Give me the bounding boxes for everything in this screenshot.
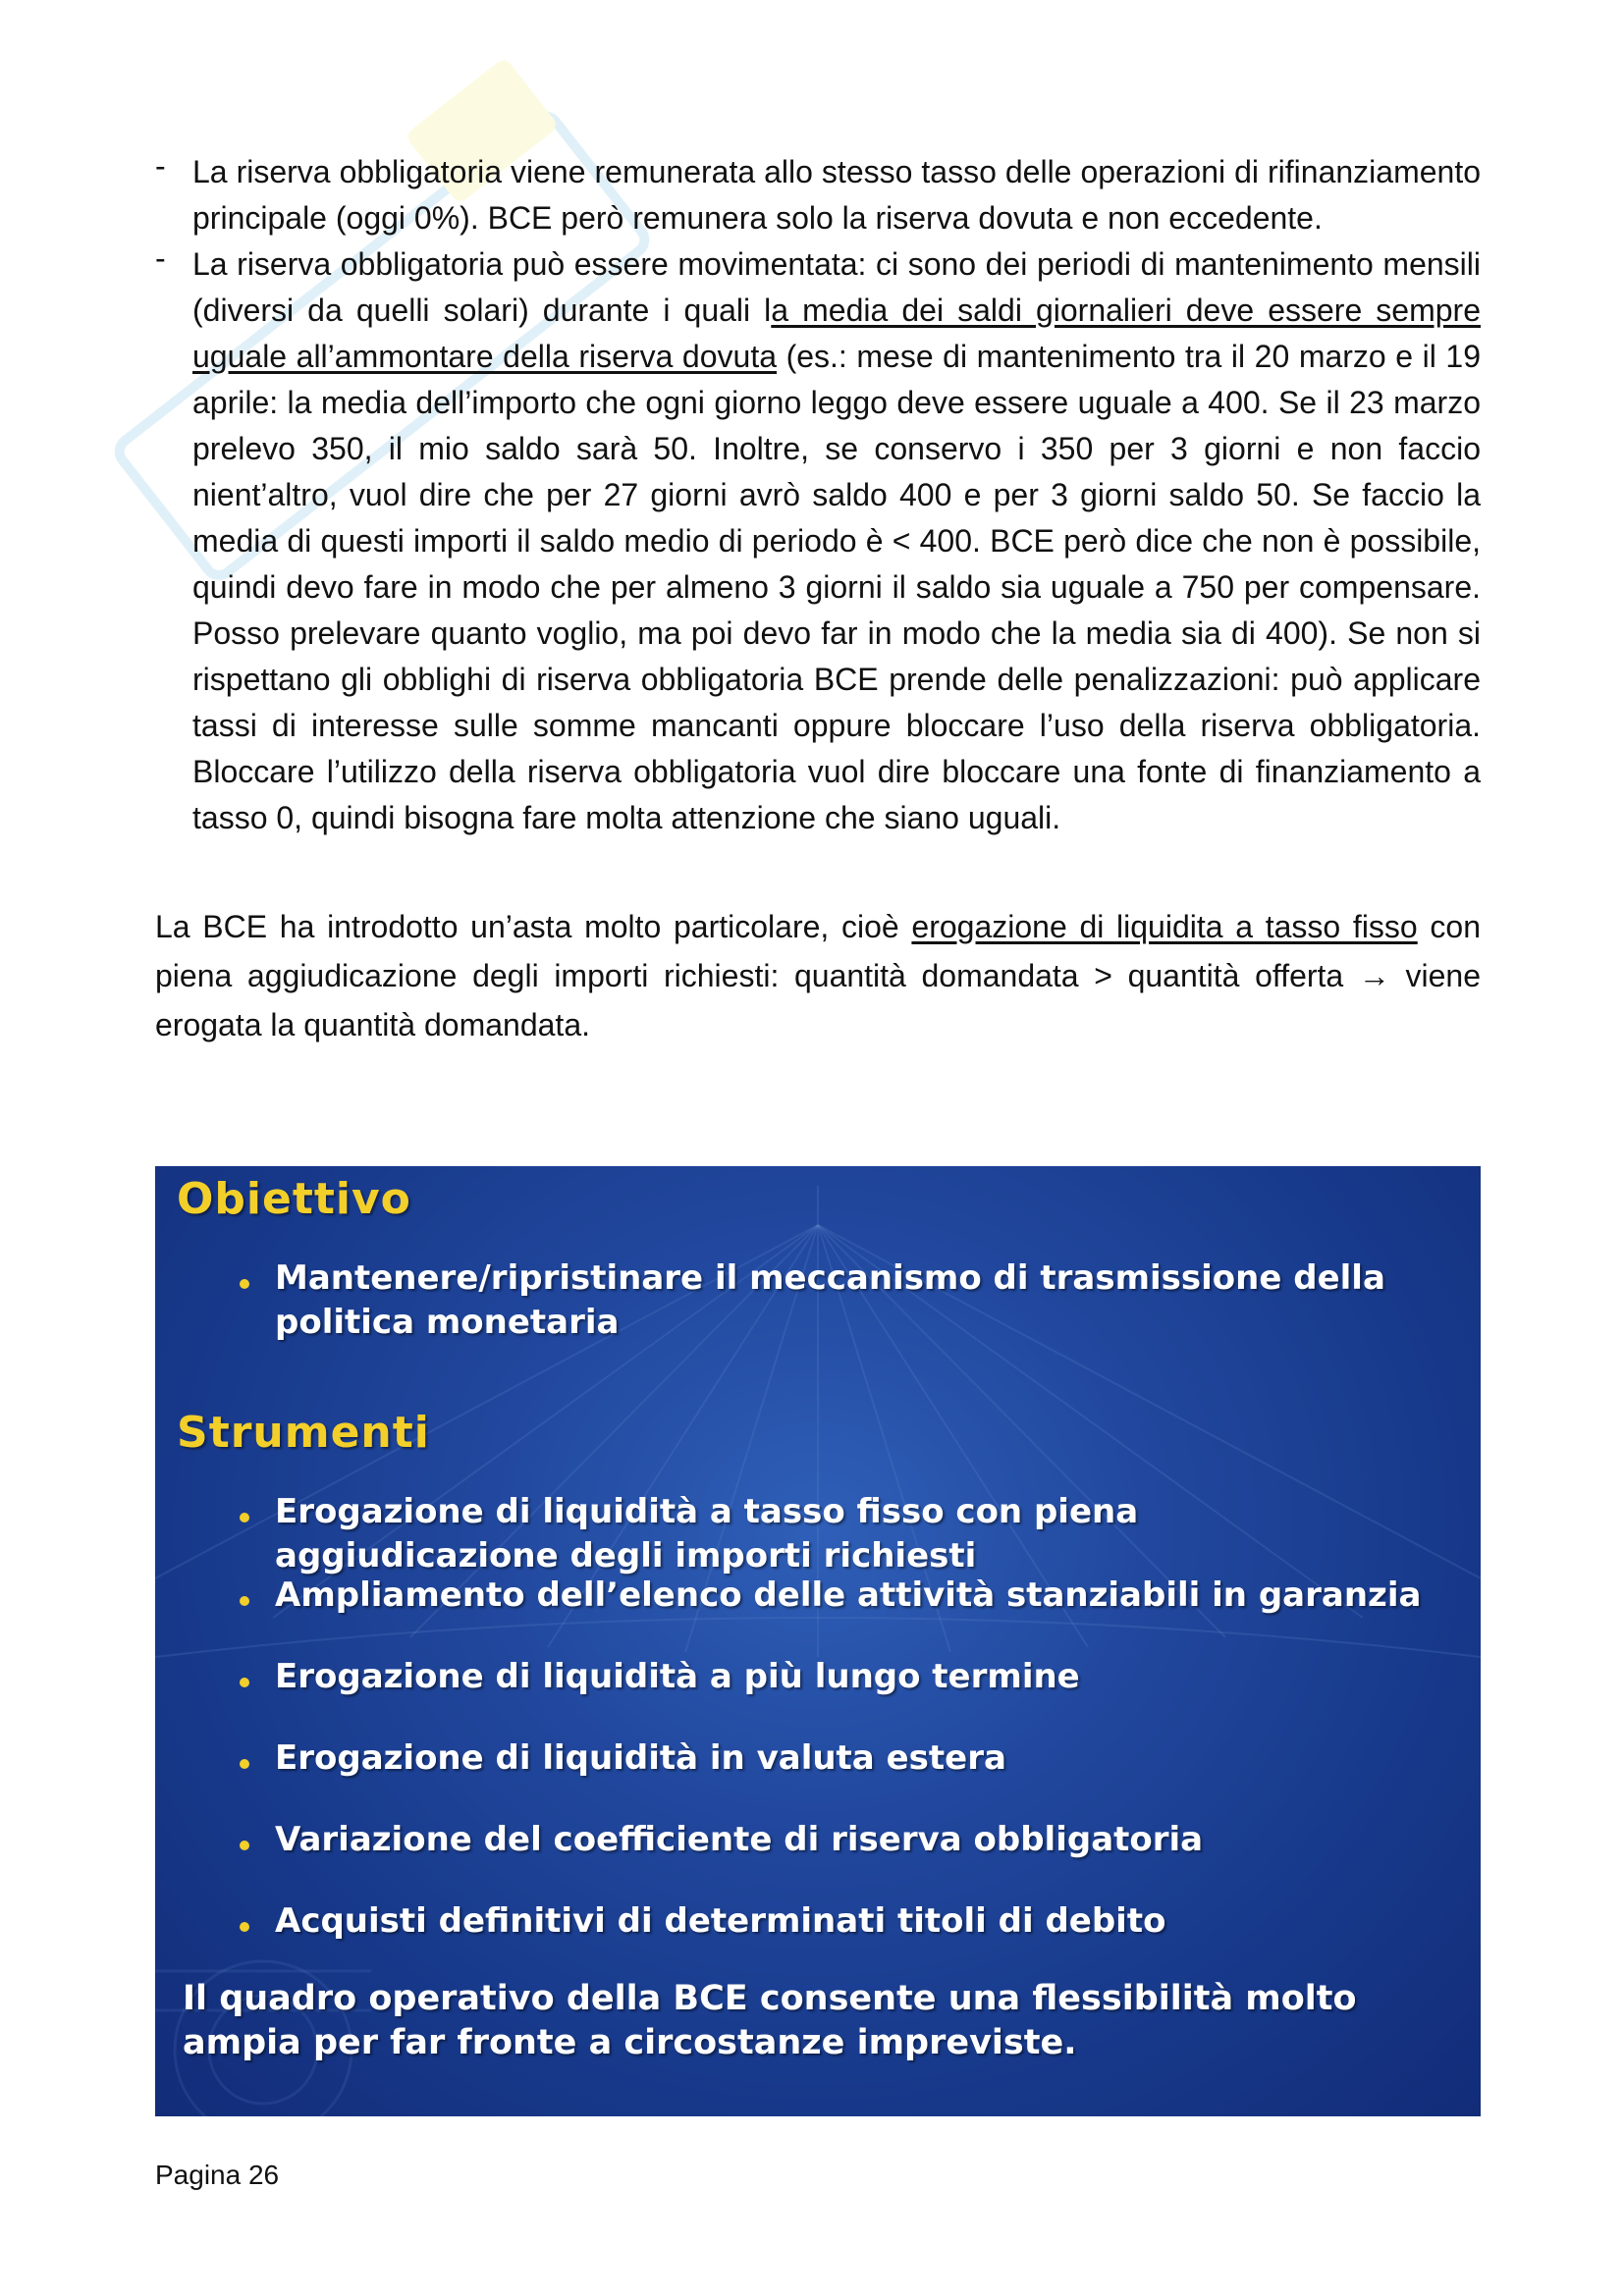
- slide-item-strumento: [275, 1818, 1451, 1862]
- slide-item-line: Ampliamento dell’elenco delle attività stanziabili in garanzia: [275, 1575, 1422, 1615]
- bullet-item: [155, 241, 1481, 841]
- slide-item-strumento: [275, 1899, 1451, 1944]
- dash-marker: -: [155, 148, 166, 184]
- bullet-text: La riserva obbligatoria può essere movimentata: ci sono dei periodi di mantenimento mensili (diversi da quelli solari) durante i quali l: [192, 246, 1481, 328]
- slide-item-strumento: [275, 1736, 1451, 1781]
- underlined-text: erogazione di liquidita a tasso fisso: [911, 909, 1418, 944]
- slide-item-line: Erogazione di liquidità in valuta estera: [275, 1738, 1006, 1778]
- document-body: [155, 149, 1481, 1081]
- slide-bullet-dot: [240, 1513, 249, 1522]
- slide-item-line: Acquisti definitivi di determinati titoli di debito: [275, 1901, 1166, 1941]
- heading-obiettivo: Obiettivo: [177, 1174, 411, 1224]
- slide-bullet-dot: [240, 1678, 249, 1687]
- bullet-item: [155, 149, 1481, 241]
- paragraph-text: con piena aggiudicazione degli importi richiesti: quantità domandata > quantità offerta → viene erogata la quantità domandata.: [155, 909, 1482, 1042]
- slide-bullet-dot: [240, 1279, 249, 1289]
- bullet-text: (es.: mese di mantenimento tra il 20 marzo e il 19 aprile: la media dell’importo che ogni giorno leggo deve essere uguale a 400. Se il 23 marzo prelevo 350, il mio saldo sarà 50. Inoltre, se conservo i 350 per 3 giorni e non faccio nient’altro, vuol dire che per 27 giorni avrò saldo 400 e per 3 giorni saldo 50. Se faccio la media di questi importi il saldo medio di periodo è < 400. BCE però dice che non è possibile, quindi devo fare in modo che per almeno 3 giorni il saldo sia uguale a 750 per compensare. Posso prelevare quanto voglio, ma poi devo far in modo che la media sia di 400). Se non si rispettano gli obblighi di riserva obbligatoria BCE prende delle penalizzazioni: può applicare tassi di interesse sulle somme mancanti oppure bloccare l’uso della riserva obbligatoria. Bloccare l’utilizzo della riserva obbligatoria vuol dire bloccare una fonte di finanziamento a tasso 0, quindi bisogna fare molta attenzione che siano uguali.: [192, 339, 1482, 835]
- slide-bullet-dot: [240, 1922, 249, 1932]
- paragraph-asta: [155, 902, 1481, 1049]
- slide-item-line: Erogazione di liquidità a tasso fisso con piena: [275, 1492, 1139, 1531]
- dash-marker: -: [155, 240, 166, 276]
- paragraph-text: La BCE ha introdotto un’asta molto particolare, cioè: [155, 909, 912, 944]
- slide-item-line: Mantenere/ripristinare il meccanismo di trasmissione della: [275, 1258, 1385, 1298]
- bullet-list: [155, 149, 1481, 841]
- slide-item-strumento: [275, 1574, 1451, 1618]
- slide-bullet-dot: [240, 1841, 249, 1850]
- heading-strumenti: Strumenti: [177, 1408, 430, 1458]
- slide-item-strumento: [275, 1490, 1451, 1578]
- slide-item-line: politica monetaria: [275, 1303, 620, 1342]
- underlined-text: a media dei saldi giornalieri deve essere sempre uguale all’ammontare della riserva dovuta: [192, 293, 1482, 374]
- slide-item-line: Erogazione di liquidità a più lungo termine: [275, 1657, 1080, 1696]
- slide-item-line: Variazione del coefficiente di riserva obbligatoria: [275, 1820, 1204, 1859]
- slide-item-strumento: [275, 1655, 1451, 1699]
- slide-item-line: aggiudicazione degli importi richiesti: [275, 1536, 977, 1575]
- slide-image: [155, 1166, 1481, 2116]
- slide-bullet-dot: [240, 1759, 249, 1769]
- bullet-text: La riserva obbligatoria viene remunerata allo stesso tasso delle operazioni di rifinanziamento principale (oggi 0%). BCE però remunera solo la riserva dovuta e non eccedente.: [192, 154, 1481, 236]
- slide-closing-text: Il quadro operativo della BCE consente una flessibilità molto ampia per far fronte a circostanze impreviste.: [183, 1979, 1357, 2062]
- slide-item-obiettivo: [275, 1256, 1451, 1345]
- page-number: Pagina 26: [155, 2160, 280, 2190]
- slide-bullet-dot: [240, 1596, 249, 1606]
